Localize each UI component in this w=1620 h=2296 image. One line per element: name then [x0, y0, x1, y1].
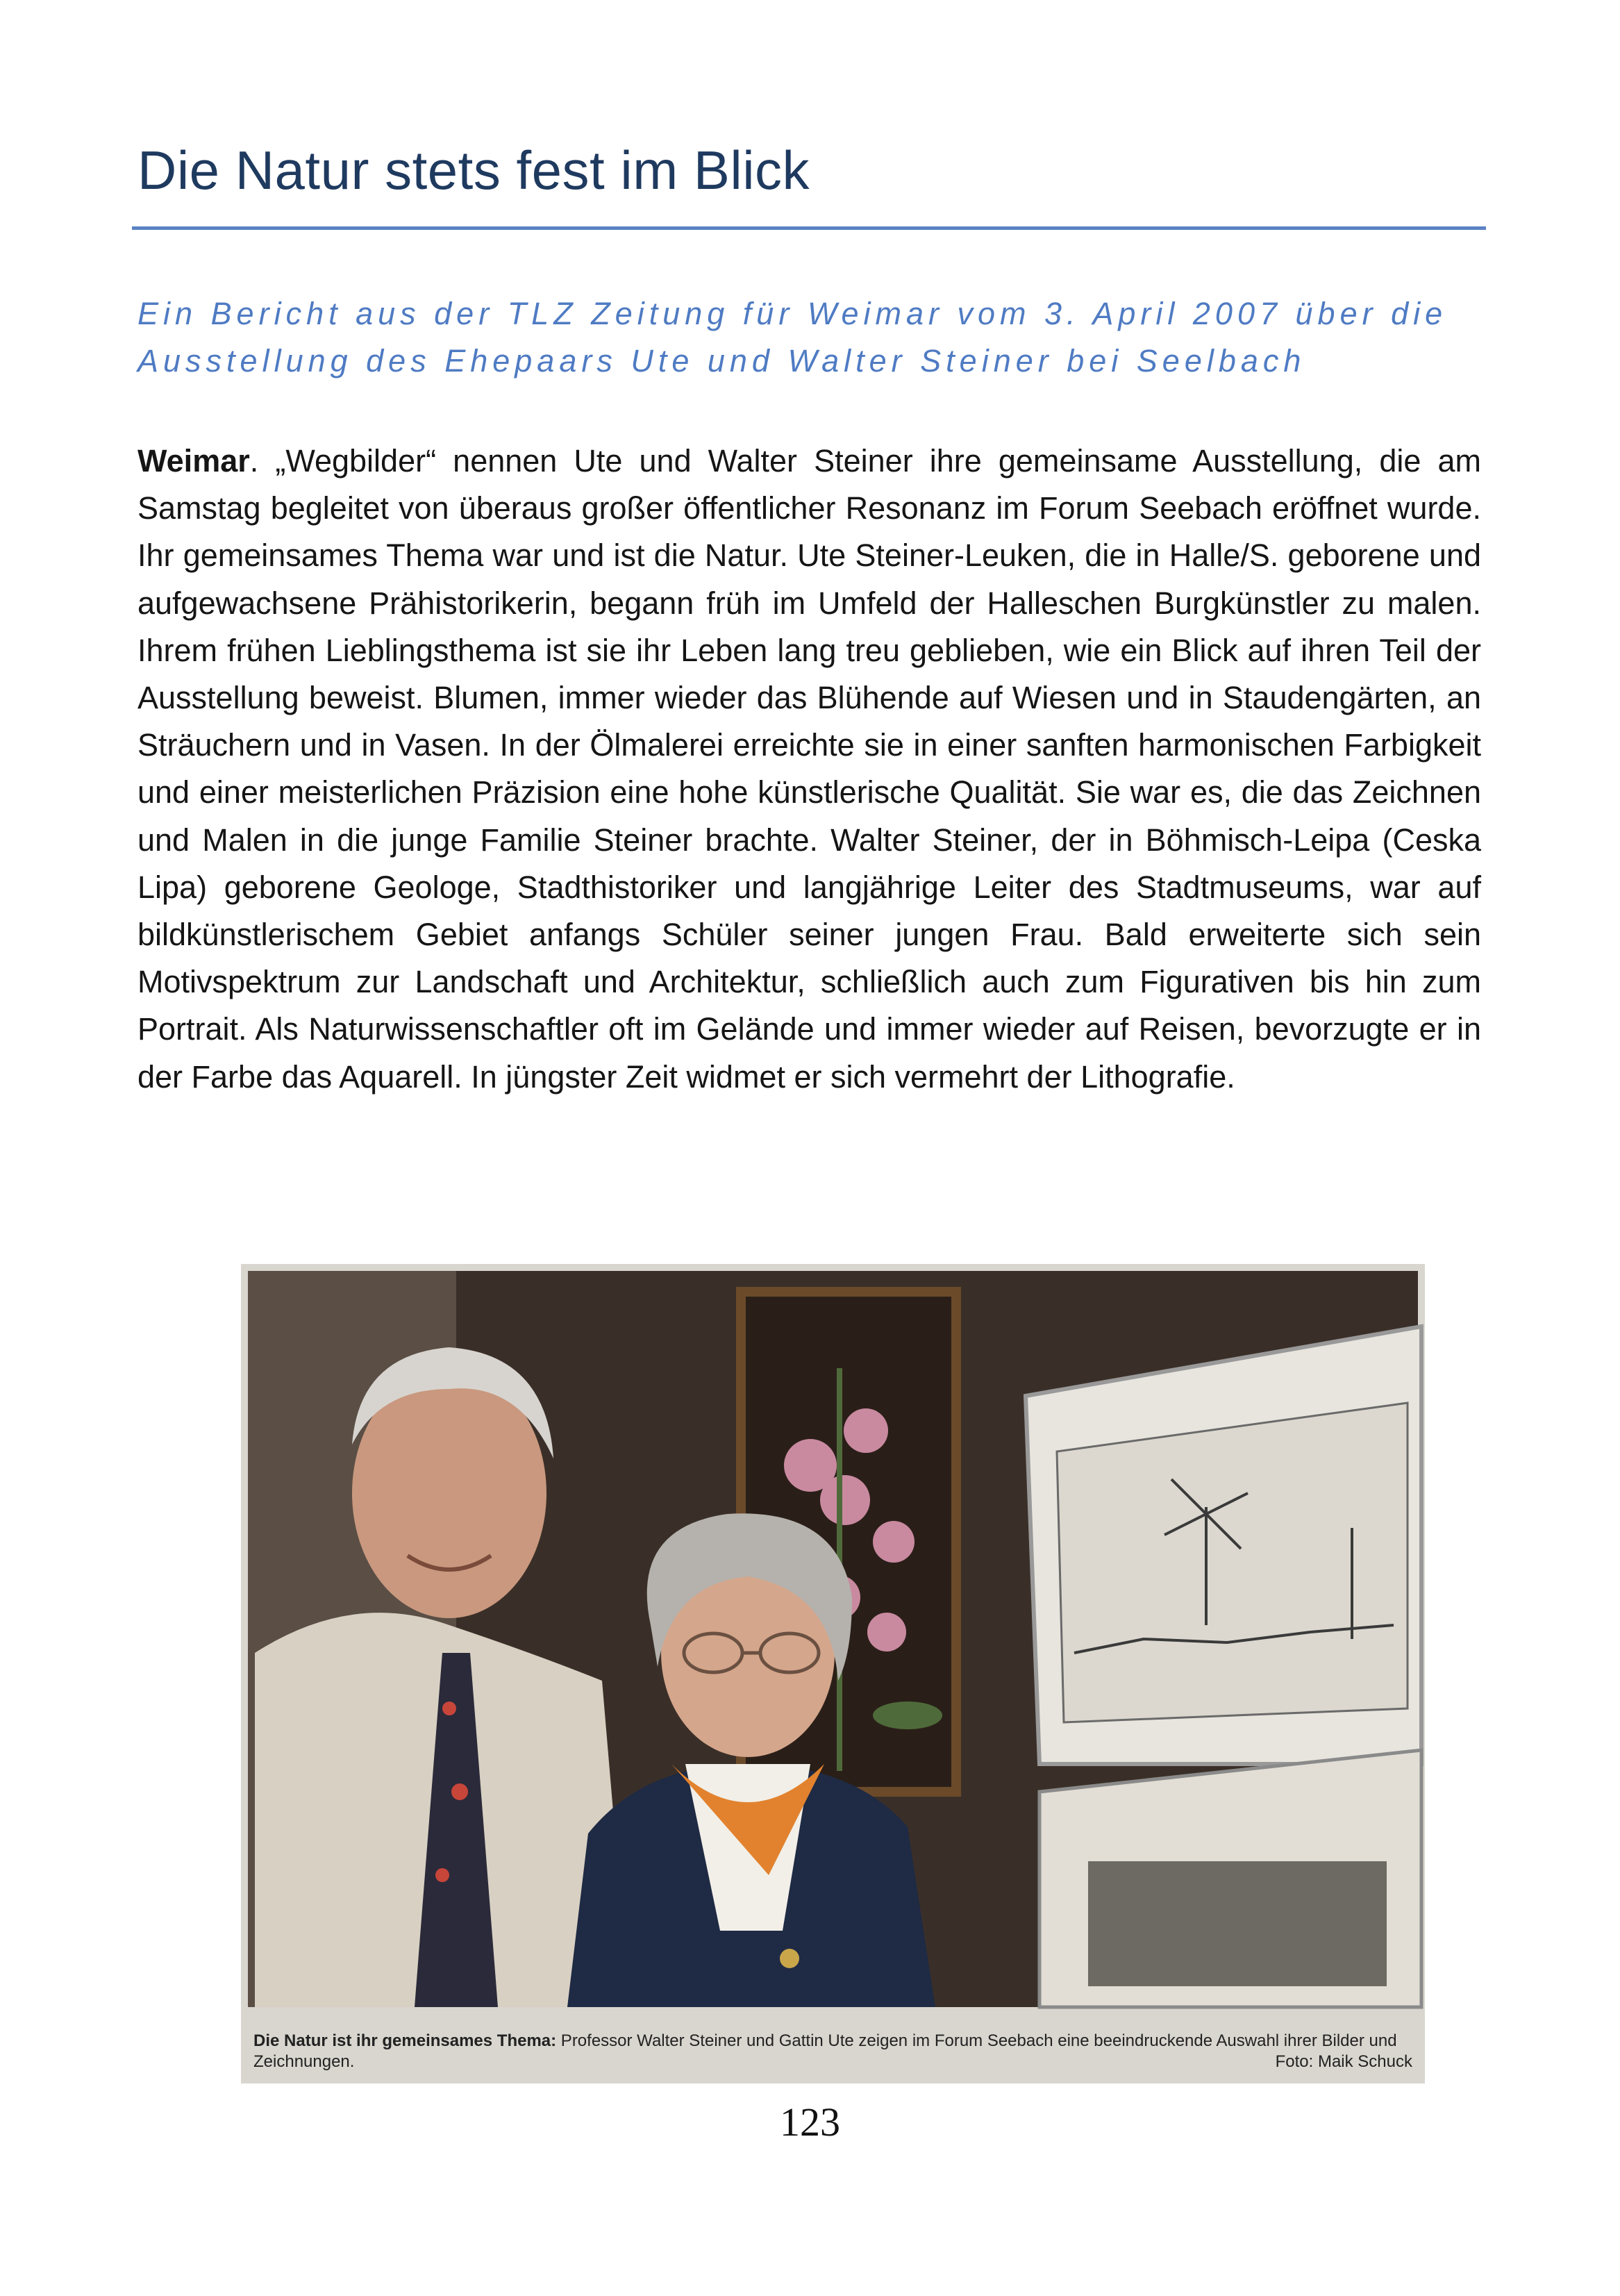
- subtitle: [137, 290, 1492, 385]
- page-title: Die Natur stets fest im Blick: [137, 140, 810, 201]
- article-text: . „Wegbilder“ nennen Ute und Walter Steiner ihre gemeinsame Ausstellung, die am Samstag begleitet von überaus großer öffentlicher Resonanz im Forum Seebach eröffnet wurde. Ihr gemeinsames Thema war und ist die Natur. Ute Steiner-Leuken, die in Halle/S. geborene und aufgewachsene Prähistorikerin, begann früh im Umfeld der Halleschen Burgkünstler zu malen. Ihrem frühen Lieblingsthema ist sie ihr Leben lang treu geblieben, wie ein Blick auf ihren Teil der Ausstellung beweist. Blumen, immer wieder das Blühende auf Wiesen und in Staudengärten, an Sträuchern und in Vasen. In der Ölmalerei erreichte sie in einer sanften harmonischen Farbigkeit und einer meisterlichen Präzision eine hohe künstlerische Qualität. Sie war es, die das Zeichnen und Malen in die junge Familie Steiner brachte. Walter Steiner, der in Böhmisch-Leipa (Ceska Lipa) geborene Geologe, Stadthistoriker und langjährige Leiter des Stadtmuseums, war auf bildkünstlerischem Gebiet anfangs Schüler seiner jungen Frau. Bald erweiterte sich sein Motivspektrum zur Landschaft und Architektur, schließlich auch zum Figurativen bis hin zum Portrait. Als Naturwissenschaftler oft im Gelände und immer wieder auf Reisen, bevorzugte er in der Farbe das Aquarell. In jüngster Zeit widmet er sich vermehrt der Lithografie.: [137, 443, 1481, 1095]
- subtitle-line-1: Ein Bericht aus der TLZ Zeitung für Weimar vom 3. April 2007 über die: [137, 296, 1448, 331]
- caption-text: Professor Walter Steiner und Gattin Ute zeigen im Forum Seebach eine beeindruckende Auswahl ihrer Bilder und Zeichnungen.: [253, 2031, 1397, 2071]
- article-dateline: Weimar: [137, 443, 250, 479]
- title-rule: [132, 226, 1486, 230]
- caption-bold: Die Natur ist ihr gemeinsames Thema:: [253, 2031, 557, 2050]
- photo-caption: [253, 2031, 1412, 2072]
- photo-credit: Foto: Maik Schuck: [1275, 2052, 1412, 2071]
- page-number: 123: [780, 2099, 840, 2145]
- photo-illustration: [241, 1264, 1425, 2083]
- article-body: [137, 438, 1481, 1101]
- subtitle-line-2: Ausstellung des Ehepaars Ute und Walter Steiner bei Seelbach: [137, 343, 1306, 378]
- newspaper-photo: [241, 1264, 1425, 2083]
